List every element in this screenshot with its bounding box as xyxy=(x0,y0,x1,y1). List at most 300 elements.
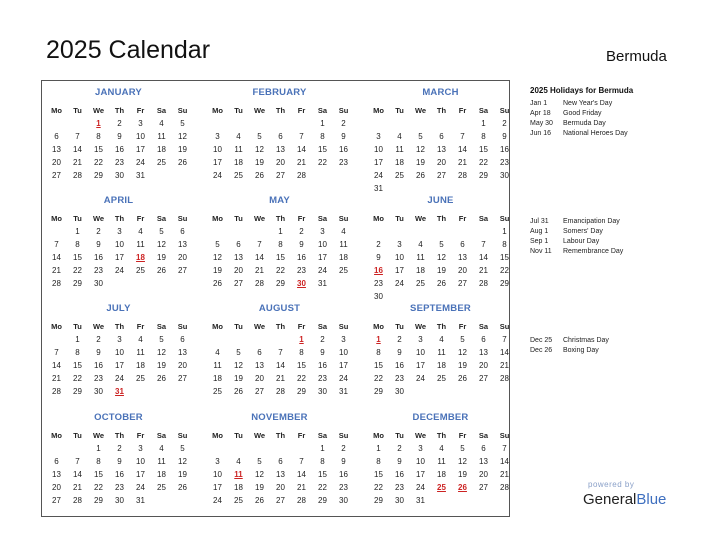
day-cell: 20 xyxy=(52,158,61,167)
day-cell: 30 xyxy=(395,387,404,396)
day-cell: 18 xyxy=(416,266,425,275)
month-february xyxy=(207,85,352,193)
day-cell: 4 xyxy=(439,444,444,453)
day-cell: 13 xyxy=(276,145,285,154)
day-cell: 18 xyxy=(213,374,222,383)
month-december xyxy=(368,410,513,518)
day-cell: 6 xyxy=(278,457,283,466)
weekday-label: Mo xyxy=(373,322,384,331)
day-cell: 7 xyxy=(75,132,80,141)
day-cell: 8 xyxy=(481,132,486,141)
day-cell: 29 xyxy=(94,171,103,180)
weekday-label: Mo xyxy=(373,431,384,440)
day-cell: 9 xyxy=(502,132,507,141)
day-cell: 4 xyxy=(159,119,164,128)
month-july xyxy=(46,301,191,409)
day-cell: 2 xyxy=(341,444,346,453)
holiday-name: Christmas Day xyxy=(563,337,609,344)
day-cell: 22 xyxy=(318,483,327,492)
day-cell: 14 xyxy=(297,145,306,154)
day-cell: 19 xyxy=(437,266,446,275)
day-cell: 21 xyxy=(458,158,467,167)
month-name: JULY xyxy=(106,303,131,314)
day-cell: 12 xyxy=(255,470,264,479)
weekday-label: Th xyxy=(436,214,447,223)
day-cell: 14 xyxy=(73,145,82,154)
month-january xyxy=(46,85,191,193)
month-september xyxy=(368,301,513,409)
day-cell: 23 xyxy=(318,374,327,383)
day-cell: 20 xyxy=(479,470,488,479)
day-cell: 30 xyxy=(94,279,103,288)
day-cell: 11 xyxy=(213,361,222,370)
day-cell: 3 xyxy=(215,457,220,466)
day-cell: 2 xyxy=(117,444,122,453)
day-cell: 7 xyxy=(257,240,262,249)
day-cell: 12 xyxy=(213,253,222,262)
day-cell: 29 xyxy=(500,279,509,288)
month-august xyxy=(207,301,352,409)
day-cell: 26 xyxy=(458,374,467,383)
day-cell: 26 xyxy=(255,496,264,505)
day-cell: 16 xyxy=(339,470,348,479)
weekday-label: Mo xyxy=(373,214,384,223)
day-cell: 13 xyxy=(437,145,446,154)
country-name: Bermuda xyxy=(606,48,667,65)
day-cell: 24 xyxy=(339,374,348,383)
day-cell: 17 xyxy=(318,253,327,262)
day-cell: 13 xyxy=(255,361,264,370)
weekday-label: Tu xyxy=(73,431,82,440)
day-cell: 18 xyxy=(339,253,348,262)
weekday-label: We xyxy=(92,431,105,440)
month-name: MARCH xyxy=(422,87,459,98)
day-cell: 14 xyxy=(500,348,509,357)
day-cell: 12 xyxy=(458,457,467,466)
day-cell: 30 xyxy=(115,496,124,505)
day-cell: 4 xyxy=(397,132,402,141)
holiday-name: Somers' Day xyxy=(563,228,603,235)
day-cell: 25 xyxy=(213,387,222,396)
day-cell: 25 xyxy=(234,171,243,180)
day-cell: 12 xyxy=(458,348,467,357)
month-name: DECEMBER xyxy=(412,412,469,423)
day-cell: 29 xyxy=(318,496,327,505)
holidays-title: 2025 Holidays for Bermuda xyxy=(530,86,634,95)
day-cell: 28 xyxy=(297,171,306,180)
weekday-label: Mo xyxy=(212,214,223,223)
day-cell: 6 xyxy=(236,240,241,249)
day-cell: 27 xyxy=(178,266,187,275)
holiday-day-cell: 1 xyxy=(376,335,381,344)
day-cell: 19 xyxy=(416,158,425,167)
holiday-date: Jul 31 xyxy=(530,218,549,225)
weekday-label: Th xyxy=(275,322,286,331)
day-cell: 10 xyxy=(339,348,348,357)
day-cell: 20 xyxy=(52,483,61,492)
day-cell: 18 xyxy=(157,145,166,154)
day-cell: 10 xyxy=(416,457,425,466)
day-cell: 4 xyxy=(159,444,164,453)
day-cell: 8 xyxy=(376,348,381,357)
day-cell: 24 xyxy=(213,171,222,180)
brand-part-blue: Blue xyxy=(636,491,667,508)
day-cell: 1 xyxy=(320,444,325,453)
day-cell: 16 xyxy=(94,253,103,262)
weekday-label: Sa xyxy=(156,322,167,331)
day-cell: 30 xyxy=(318,387,327,396)
day-cell: 28 xyxy=(52,387,61,396)
day-cell: 16 xyxy=(94,361,103,370)
day-cell: 6 xyxy=(180,335,185,344)
day-cell: 11 xyxy=(234,145,243,154)
holiday-day-cell: 18 xyxy=(136,253,145,262)
day-cell: 24 xyxy=(136,158,145,167)
weekday-label: Fr xyxy=(136,214,145,223)
day-cell: 21 xyxy=(297,483,306,492)
day-cell: 20 xyxy=(437,158,446,167)
day-cell: 20 xyxy=(458,266,467,275)
day-cell: 19 xyxy=(458,470,467,479)
day-cell: 14 xyxy=(52,361,61,370)
day-cell: 8 xyxy=(320,132,325,141)
weekday-label: Su xyxy=(338,106,349,115)
weekday-label: Su xyxy=(177,106,188,115)
day-cell: 14 xyxy=(500,457,509,466)
day-cell: 15 xyxy=(94,470,103,479)
weekday-header xyxy=(207,214,352,224)
day-cell: 3 xyxy=(138,444,143,453)
day-cell: 28 xyxy=(276,387,285,396)
day-cell: 1 xyxy=(75,335,80,344)
day-cell: 22 xyxy=(276,266,285,275)
weekday-label: Tu xyxy=(395,106,404,115)
day-cell: 30 xyxy=(94,387,103,396)
weekday-label: Fr xyxy=(458,322,467,331)
day-cell: 4 xyxy=(215,348,220,357)
day-cell: 11 xyxy=(157,457,166,466)
weekday-label: Su xyxy=(177,431,188,440)
weekday-label: We xyxy=(414,322,427,331)
weekday-label: Mo xyxy=(51,431,62,440)
day-cell: 14 xyxy=(458,145,467,154)
day-cell: 17 xyxy=(416,470,425,479)
day-cell: 30 xyxy=(395,496,404,505)
day-cell: 2 xyxy=(320,335,325,344)
day-cell: 7 xyxy=(54,348,59,357)
day-cell: 27 xyxy=(52,171,61,180)
weekday-label: Sa xyxy=(317,106,328,115)
day-cell: 2 xyxy=(341,119,346,128)
day-cell: 13 xyxy=(178,240,187,249)
day-cell: 8 xyxy=(502,240,507,249)
weekday-label: Tu xyxy=(234,106,243,115)
day-cell: 15 xyxy=(479,145,488,154)
day-cell: 9 xyxy=(320,348,325,357)
day-cell: 13 xyxy=(234,253,243,262)
day-cell: 24 xyxy=(416,483,425,492)
day-cell: 11 xyxy=(136,240,145,249)
day-cell: 6 xyxy=(180,227,185,236)
day-cell: 5 xyxy=(460,444,465,453)
holiday-row xyxy=(530,218,700,228)
day-cell: 31 xyxy=(374,184,383,193)
weekday-label: Fr xyxy=(297,322,306,331)
calendar-frame xyxy=(41,80,510,517)
day-cell: 21 xyxy=(73,158,82,167)
weekday-label: Tu xyxy=(73,322,82,331)
day-cell: 31 xyxy=(136,496,145,505)
day-cell: 27 xyxy=(479,374,488,383)
day-cell: 19 xyxy=(157,253,166,262)
day-cell: 8 xyxy=(75,348,80,357)
day-cell: 16 xyxy=(318,361,327,370)
weekday-label: Su xyxy=(338,214,349,223)
weekday-label: Th xyxy=(275,214,286,223)
day-cell: 16 xyxy=(395,470,404,479)
day-cell: 16 xyxy=(395,361,404,370)
day-cell: 17 xyxy=(115,361,124,370)
day-cell: 22 xyxy=(94,483,103,492)
day-cell: 27 xyxy=(276,496,285,505)
weekday-header xyxy=(368,431,513,441)
day-cell: 20 xyxy=(276,158,285,167)
day-cell: 11 xyxy=(339,240,348,249)
day-cell: 5 xyxy=(418,132,423,141)
weekday-label: Sa xyxy=(317,214,328,223)
day-cell: 19 xyxy=(178,470,187,479)
day-cell: 16 xyxy=(500,145,509,154)
day-cell: 1 xyxy=(96,444,101,453)
day-cell: 3 xyxy=(376,132,381,141)
day-cell: 25 xyxy=(339,266,348,275)
day-cell: 12 xyxy=(437,253,446,262)
weekday-header xyxy=(46,106,191,116)
day-cell: 22 xyxy=(73,374,82,383)
day-cell: 20 xyxy=(255,374,264,383)
day-cell: 9 xyxy=(397,348,402,357)
day-cell: 5 xyxy=(460,335,465,344)
weekday-label: Mo xyxy=(51,322,62,331)
weekday-label: Th xyxy=(275,106,286,115)
day-cell: 5 xyxy=(215,240,220,249)
day-cell: 21 xyxy=(73,483,82,492)
holiday-row xyxy=(530,347,700,357)
day-cell: 9 xyxy=(96,240,101,249)
day-cell: 23 xyxy=(94,266,103,275)
day-cell: 25 xyxy=(157,158,166,167)
day-cell: 2 xyxy=(117,119,122,128)
day-cell: 14 xyxy=(255,253,264,262)
day-cell: 23 xyxy=(115,483,124,492)
day-cell: 18 xyxy=(437,361,446,370)
day-cell: 2 xyxy=(96,227,101,236)
day-cell: 1 xyxy=(481,119,486,128)
day-cell: 5 xyxy=(439,240,444,249)
day-cell: 6 xyxy=(54,132,59,141)
day-cell: 15 xyxy=(500,253,509,262)
weekday-label: Fr xyxy=(136,431,145,440)
weekday-label: Mo xyxy=(373,106,384,115)
day-cell: 16 xyxy=(115,470,124,479)
day-cell: 18 xyxy=(395,158,404,167)
weekday-label: Sa xyxy=(478,214,489,223)
weekday-label: We xyxy=(253,322,266,331)
day-cell: 12 xyxy=(157,240,166,249)
day-cell: 21 xyxy=(500,470,509,479)
weekday-label: Fr xyxy=(458,431,467,440)
day-cell: 3 xyxy=(320,227,325,236)
day-cell: 26 xyxy=(416,171,425,180)
day-cell: 22 xyxy=(374,483,383,492)
day-cell: 23 xyxy=(94,374,103,383)
day-cell: 27 xyxy=(437,171,446,180)
weekday-label: Mo xyxy=(51,214,62,223)
day-cell: 26 xyxy=(234,387,243,396)
day-cell: 15 xyxy=(94,145,103,154)
day-cell: 26 xyxy=(437,279,446,288)
day-cell: 1 xyxy=(278,227,283,236)
day-cell: 20 xyxy=(276,483,285,492)
day-cell: 3 xyxy=(117,227,122,236)
holiday-row xyxy=(530,228,700,238)
day-cell: 23 xyxy=(339,483,348,492)
day-cell: 31 xyxy=(318,279,327,288)
day-cell: 5 xyxy=(257,457,262,466)
day-cell: 4 xyxy=(138,227,143,236)
day-cell: 15 xyxy=(276,253,285,262)
day-cell: 4 xyxy=(341,227,346,236)
day-cell: 16 xyxy=(115,145,124,154)
holiday-row xyxy=(530,248,700,258)
weekday-label: Su xyxy=(499,106,510,115)
weekday-label: We xyxy=(414,214,427,223)
holiday-row xyxy=(530,110,700,120)
day-cell: 11 xyxy=(395,145,404,154)
day-cell: 7 xyxy=(481,240,486,249)
weekday-label: Fr xyxy=(297,106,306,115)
holiday-name: Labour Day xyxy=(563,238,600,245)
day-cell: 11 xyxy=(157,132,166,141)
holiday-day-cell: 30 xyxy=(297,279,306,288)
holiday-group xyxy=(530,337,700,357)
weekday-label: Su xyxy=(499,214,510,223)
weekday-label: Sa xyxy=(156,431,167,440)
day-cell: 15 xyxy=(374,470,383,479)
day-cell: 7 xyxy=(502,444,507,453)
day-cell: 3 xyxy=(138,119,143,128)
day-cell: 4 xyxy=(138,335,143,344)
day-cell: 28 xyxy=(255,279,264,288)
day-cell: 13 xyxy=(458,253,467,262)
holiday-group xyxy=(530,218,700,258)
day-cell: 19 xyxy=(255,158,264,167)
weekday-header xyxy=(368,322,513,332)
day-cell: 26 xyxy=(178,483,187,492)
day-cell: 20 xyxy=(178,361,187,370)
day-cell: 10 xyxy=(115,240,124,249)
day-cell: 6 xyxy=(460,240,465,249)
holiday-row xyxy=(530,100,700,110)
day-cell: 22 xyxy=(479,158,488,167)
day-cell: 23 xyxy=(395,483,404,492)
page-title: 2025 Calendar xyxy=(46,36,211,64)
day-cell: 22 xyxy=(73,266,82,275)
holiday-row xyxy=(530,238,700,248)
day-cell: 25 xyxy=(416,279,425,288)
day-cell: 14 xyxy=(297,470,306,479)
day-cell: 23 xyxy=(297,266,306,275)
day-cell: 9 xyxy=(117,132,122,141)
weekday-label: We xyxy=(92,106,105,115)
weekday-label: Fr xyxy=(458,214,467,223)
day-cell: 29 xyxy=(73,387,82,396)
day-cell: 3 xyxy=(341,335,346,344)
day-cell: 2 xyxy=(96,335,101,344)
day-cell: 6 xyxy=(54,457,59,466)
day-cell: 12 xyxy=(157,348,166,357)
day-cell: 17 xyxy=(213,483,222,492)
weekday-label: Th xyxy=(275,431,286,440)
weekday-label: Mo xyxy=(212,322,223,331)
day-cell: 24 xyxy=(115,374,124,383)
day-cell: 9 xyxy=(117,457,122,466)
weekday-label: Tu xyxy=(234,322,243,331)
day-cell: 24 xyxy=(115,266,124,275)
weekday-label: We xyxy=(92,322,105,331)
day-cell: 5 xyxy=(180,119,185,128)
day-cell: 9 xyxy=(397,457,402,466)
day-cell: 12 xyxy=(178,457,187,466)
day-cell: 7 xyxy=(75,457,80,466)
day-cell: 25 xyxy=(157,483,166,492)
day-cell: 9 xyxy=(96,348,101,357)
day-cell: 20 xyxy=(234,266,243,275)
month-name: SEPTEMBER xyxy=(410,303,471,314)
day-cell: 4 xyxy=(236,457,241,466)
day-cell: 15 xyxy=(73,361,82,370)
day-cell: 7 xyxy=(460,132,465,141)
day-cell: 1 xyxy=(75,227,80,236)
day-cell: 21 xyxy=(479,266,488,275)
weekday-label: We xyxy=(414,431,427,440)
day-cell: 4 xyxy=(418,240,423,249)
day-cell: 13 xyxy=(479,348,488,357)
holiday-row xyxy=(530,337,700,347)
month-march xyxy=(368,85,513,193)
weekday-header xyxy=(46,322,191,332)
day-cell: 12 xyxy=(178,132,187,141)
weekday-label: Sa xyxy=(478,431,489,440)
day-cell: 7 xyxy=(54,240,59,249)
holiday-day-cell: 11 xyxy=(234,470,243,479)
day-cell: 13 xyxy=(276,470,285,479)
day-cell: 3 xyxy=(418,444,423,453)
day-cell: 29 xyxy=(297,387,306,396)
weekday-label: Su xyxy=(499,431,510,440)
day-cell: 7 xyxy=(299,457,304,466)
day-cell: 23 xyxy=(115,158,124,167)
day-cell: 7 xyxy=(278,348,283,357)
day-cell: 14 xyxy=(479,253,488,262)
day-cell: 22 xyxy=(374,374,383,383)
weekday-label: Sa xyxy=(478,322,489,331)
day-cell: 27 xyxy=(178,374,187,383)
day-cell: 7 xyxy=(299,132,304,141)
day-cell: 3 xyxy=(117,335,122,344)
day-cell: 18 xyxy=(136,361,145,370)
day-cell: 2 xyxy=(299,227,304,236)
